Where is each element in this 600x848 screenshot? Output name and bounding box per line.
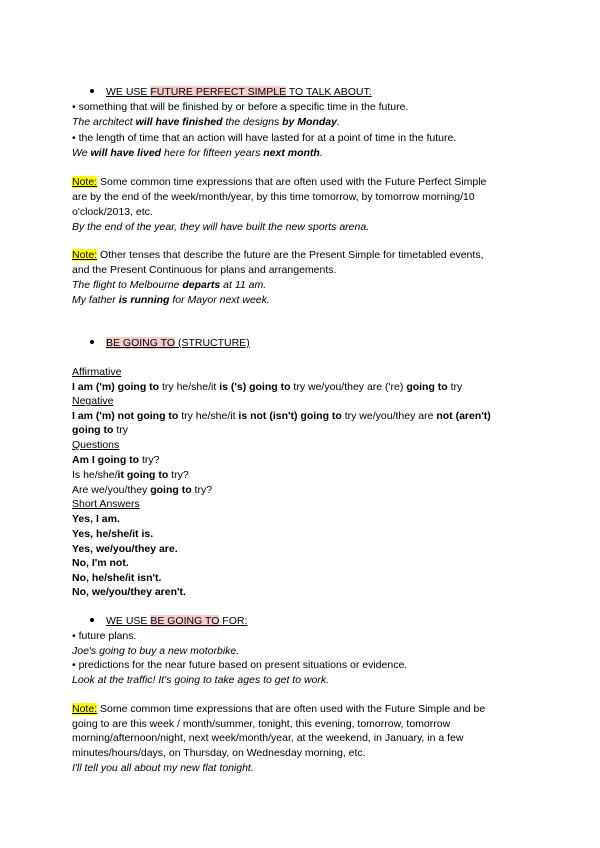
question-form: Is he/she/it going to try? <box>72 469 189 481</box>
example-sentence: Look at the traffic! It's going to take ages to get to work. <box>72 674 330 686</box>
usage-line: • the length of time that an action will have lasted for at a point of time in the future. <box>72 132 457 144</box>
note-label: Note: <box>72 703 98 715</box>
note-paragraph-line: morning/afternoon/night, next week/month/year, at the weekend, in January, in a few <box>72 732 464 744</box>
short-answer: No, he/she/it isn't. <box>72 572 162 584</box>
note-paragraph-line: going to are this week / month/summer, tonight, this evening, tomorrow, tomorrow <box>72 718 451 730</box>
note-paragraph-line: and the Present Continuous for plans and arrangements. <box>72 264 337 276</box>
negative-forms-cont: going to try <box>72 424 128 436</box>
short-answer: Yes, he/she/it is. <box>72 528 154 540</box>
note-paragraph-line: minutes/hours/days, on Thursday, on Wednesday morning, etc. <box>72 747 366 759</box>
example-sentence: By the end of the year, they will have built the new sports arena. <box>72 221 370 233</box>
example-sentence: The flight to Melbourne departs at 11 am. <box>72 279 267 291</box>
short-answer: Yes, we/you/they are. <box>72 543 178 555</box>
note-label: Note: <box>72 249 98 261</box>
short-answer: Yes, I am. <box>72 513 120 525</box>
example-sentence: We will have lived here for fifteen years next month. <box>72 147 323 159</box>
short-answers-label: Short Answers <box>72 498 140 510</box>
section-heading-be-going-to-uses: WE USE BE GOING TO FOR: <box>90 614 247 628</box>
usage-line: • something that will be finished by or before a specific time in the future. <box>72 101 409 113</box>
example-sentence: Joe's going to buy a new motorbike. <box>72 645 240 657</box>
note-paragraph: Note: Some common time expressions that are often used with the Future Perfect Simple <box>72 176 487 188</box>
note-label: Note: <box>72 176 98 188</box>
note-paragraph-line: are by the end of the week/month/year, by this time tomorrow, by tomorrow morning/10 <box>72 191 475 203</box>
affirmative-label: Affirmative <box>72 366 122 378</box>
questions-label: Questions <box>72 439 120 451</box>
usage-line: • predictions for the near future based on present situations or evidence. <box>72 659 408 671</box>
question-form: Are we/you/they going to try? <box>72 484 213 496</box>
example-sentence: The architect will have finished the designs by Monday. <box>72 116 340 128</box>
short-answer: No, we/you/they aren't. <box>72 586 186 598</box>
example-sentence: My father is running for Mayor next week. <box>72 294 270 306</box>
bullet-dot <box>90 340 94 344</box>
short-answer: No, I'm not. <box>72 557 129 569</box>
negative-label: Negative <box>72 395 114 407</box>
note-paragraph-line: o'clock/2013, etc. <box>72 206 153 218</box>
bullet-dot <box>90 89 94 93</box>
note-paragraph: Note: Some common time expressions that are often used with the Future Simple and be <box>72 703 486 715</box>
question-form: Am I going to try? <box>72 454 160 466</box>
bullet-dot <box>90 618 94 622</box>
affirmative-forms: I am ('m) going to try he/she/it is ('s) going to try we/you/they are ('re) going to try <box>72 381 463 393</box>
usage-line: • future plans. <box>72 630 137 642</box>
example-sentence: I'll tell you all about my new flat tonight. <box>72 762 254 774</box>
section-heading-be-going-to-structure: BE GOING TO (STRUCTURE) <box>90 336 250 350</box>
section-heading-future-perfect: WE USE FUTURE PERFECT SIMPLE TO TALK ABOUT: <box>90 85 372 99</box>
note-paragraph: Note: Other tenses that describe the future are the Present Simple for timetabled events, <box>72 249 484 261</box>
negative-forms: I am ('m) not going to try he/she/it is not (isn't) going to try we/you/they are not (aren't) <box>72 410 491 422</box>
